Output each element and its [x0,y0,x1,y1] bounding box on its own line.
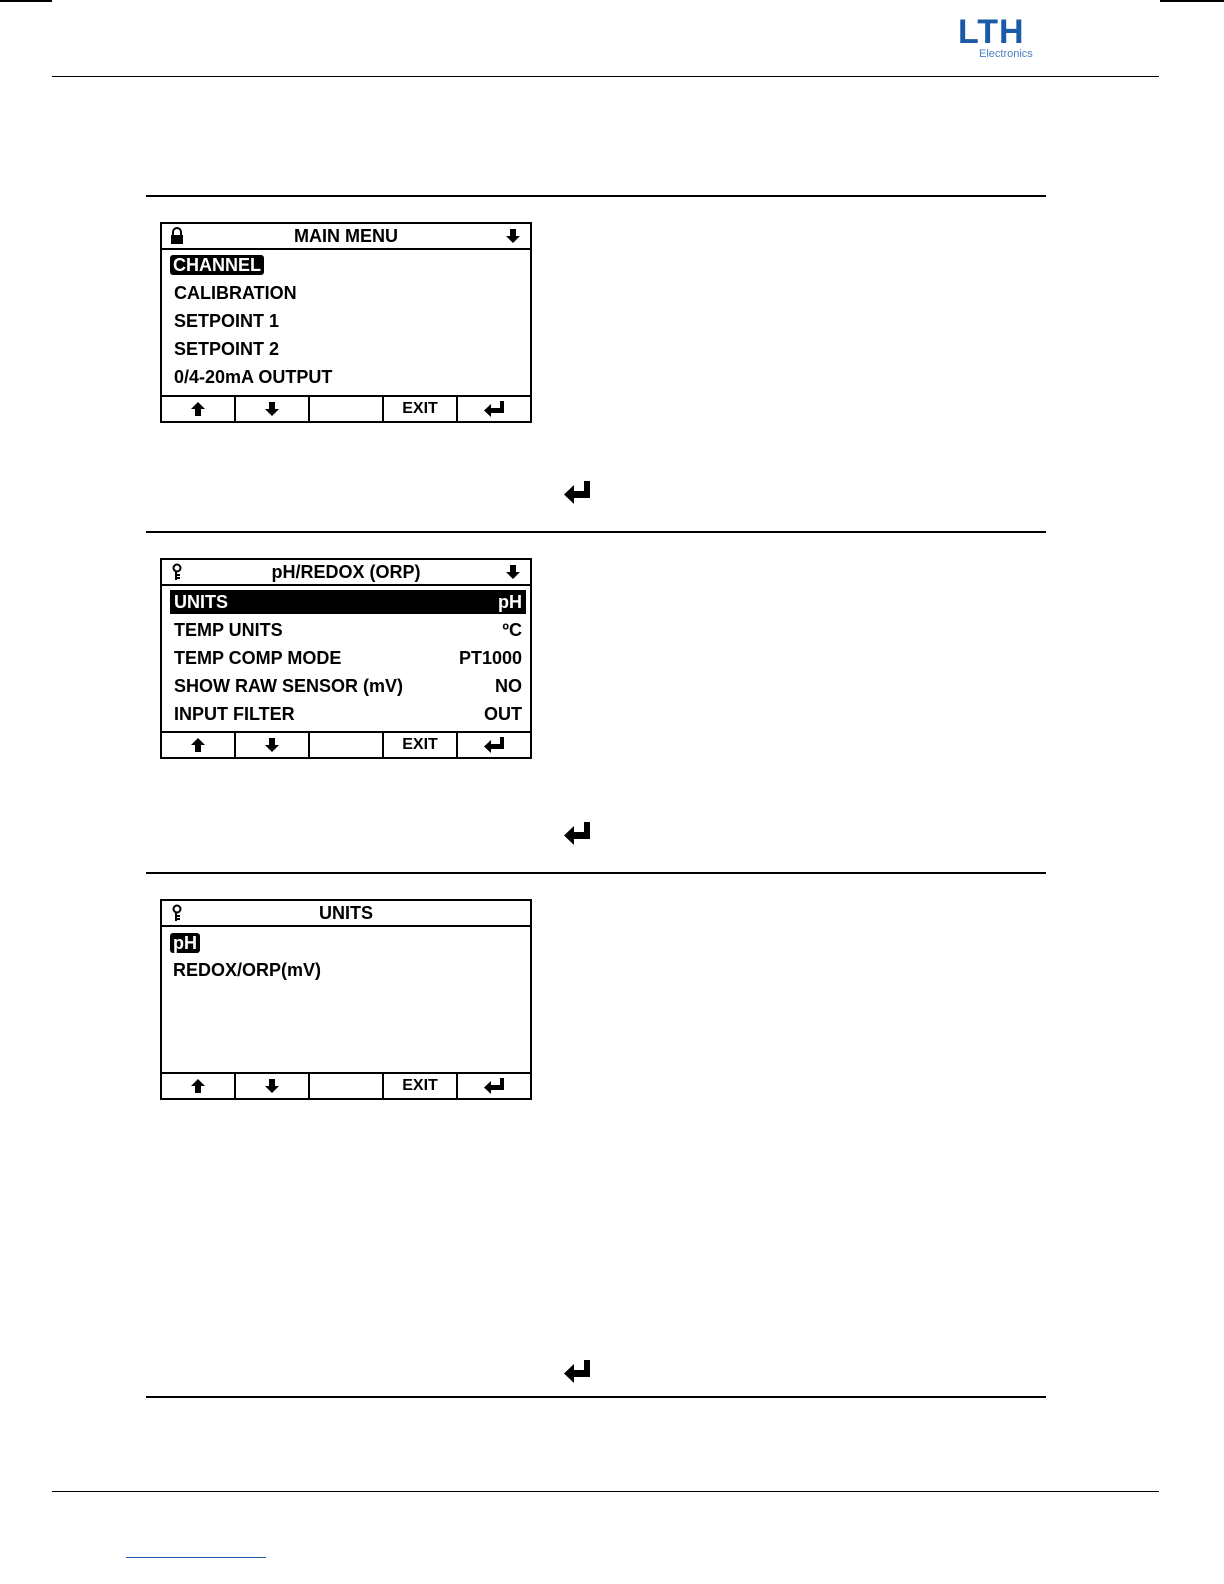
menu-item-label: TEMP UNITS [174,620,283,640]
lcd-title: pH/REDOX (ORP) [271,562,421,582]
arrow-up-icon [189,400,207,418]
menu-item-label: CALIBRATION [174,283,297,303]
arrow-down-icon [263,1077,281,1095]
softkey-enter[interactable] [458,1074,530,1098]
lcd-title-bar [162,560,530,586]
corner-mark-left [0,0,52,2]
menu-item-value: pH [498,592,522,612]
lcd-title: UNITS [319,903,373,923]
corner-mark-right [1160,0,1224,2]
menu-item-label: INPUT FILTER [174,704,295,724]
softkey-down[interactable] [236,733,310,757]
option-label: REDOX/ORP(mV) [173,960,322,980]
menu-item-value: PT1000 [458,648,522,668]
section-rule-4 [146,1396,1046,1398]
lcd-screen-main-menu [160,222,532,423]
logo-subtext: Electronics [979,48,1033,60]
menu-item-output[interactable] [170,365,526,389]
lcd-screen-ph-redox [160,558,532,759]
menu-item-temp-units[interactable] [170,618,526,642]
enter-icon [562,1358,592,1384]
header-rule [52,76,1159,77]
softkey-exit[interactable]: EXIT [384,733,458,757]
menu-item-label: 0/4-20mA OUTPUT [174,367,333,387]
softkey-up[interactable] [162,733,236,757]
softkey-blank[interactable] [310,1074,384,1098]
arrow-down-icon [263,736,281,754]
softkey-enter[interactable] [458,733,530,757]
arrow-up-icon [189,736,207,754]
menu-item-input-filter[interactable] [170,702,526,726]
menu-item-setpoint-1[interactable] [170,309,526,333]
menu-item-value: OUT [484,704,522,724]
menu-item-label: SHOW RAW SENSOR (mV) [174,676,404,696]
section-rule-2 [146,531,1046,533]
menu-item-label: SETPOINT 1 [174,311,280,331]
softkey-blank[interactable] [310,397,384,421]
enter-icon [482,400,506,418]
softkey-up[interactable] [162,397,236,421]
menu-item-label: SETPOINT 2 [174,339,280,359]
brand-logo [950,10,1050,66]
logo-text: LTH [958,13,1025,51]
section-rule-1 [146,195,1046,197]
menu-item-show-raw-sensor[interactable] [170,674,526,698]
menu-item-value: ºC [502,620,522,640]
softkey-up[interactable] [162,1074,236,1098]
softkey-exit[interactable]: EXIT [384,1074,458,1098]
menu-item-channel[interactable] [170,253,526,277]
footer-rule [52,1491,1159,1492]
softkey-down[interactable] [236,397,310,421]
footer-link-underline [126,1557,266,1558]
softkey-bar [162,395,530,421]
menu-item-label: UNITS [174,592,228,612]
section-rule-3 [146,872,1046,874]
arrow-down-icon [263,400,281,418]
menu-item-temp-comp-mode[interactable] [170,646,526,670]
menu-item-calibration[interactable] [170,281,526,305]
arrow-up-icon [189,1077,207,1095]
lcd-title-bar [162,224,530,250]
option-redox-orp[interactable] [170,958,526,982]
lcd-screen-units [160,899,532,1100]
enter-icon [482,1077,506,1095]
menu-item-value: NO [495,676,522,696]
lcd-title-bar [162,901,530,927]
softkey-bar [162,1072,530,1098]
arrow-down-icon [504,563,522,581]
lcd-title: MAIN MENU [294,226,398,246]
softkey-enter[interactable] [458,397,530,421]
enter-icon [562,820,592,846]
menu-item-setpoint-2[interactable] [170,337,526,361]
softkey-blank[interactable] [310,733,384,757]
enter-icon [482,736,506,754]
softkey-bar [162,731,530,757]
softkey-exit[interactable]: EXIT [384,397,458,421]
option-ph[interactable] [170,931,526,955]
enter-icon [562,479,592,505]
arrow-down-icon [504,227,522,245]
menu-item-label: TEMP COMP MODE [174,648,342,668]
softkey-down[interactable] [236,1074,310,1098]
option-label: pH [170,933,200,953]
menu-item-label: CHANNEL [170,255,264,275]
menu-item-units[interactable] [170,590,526,614]
